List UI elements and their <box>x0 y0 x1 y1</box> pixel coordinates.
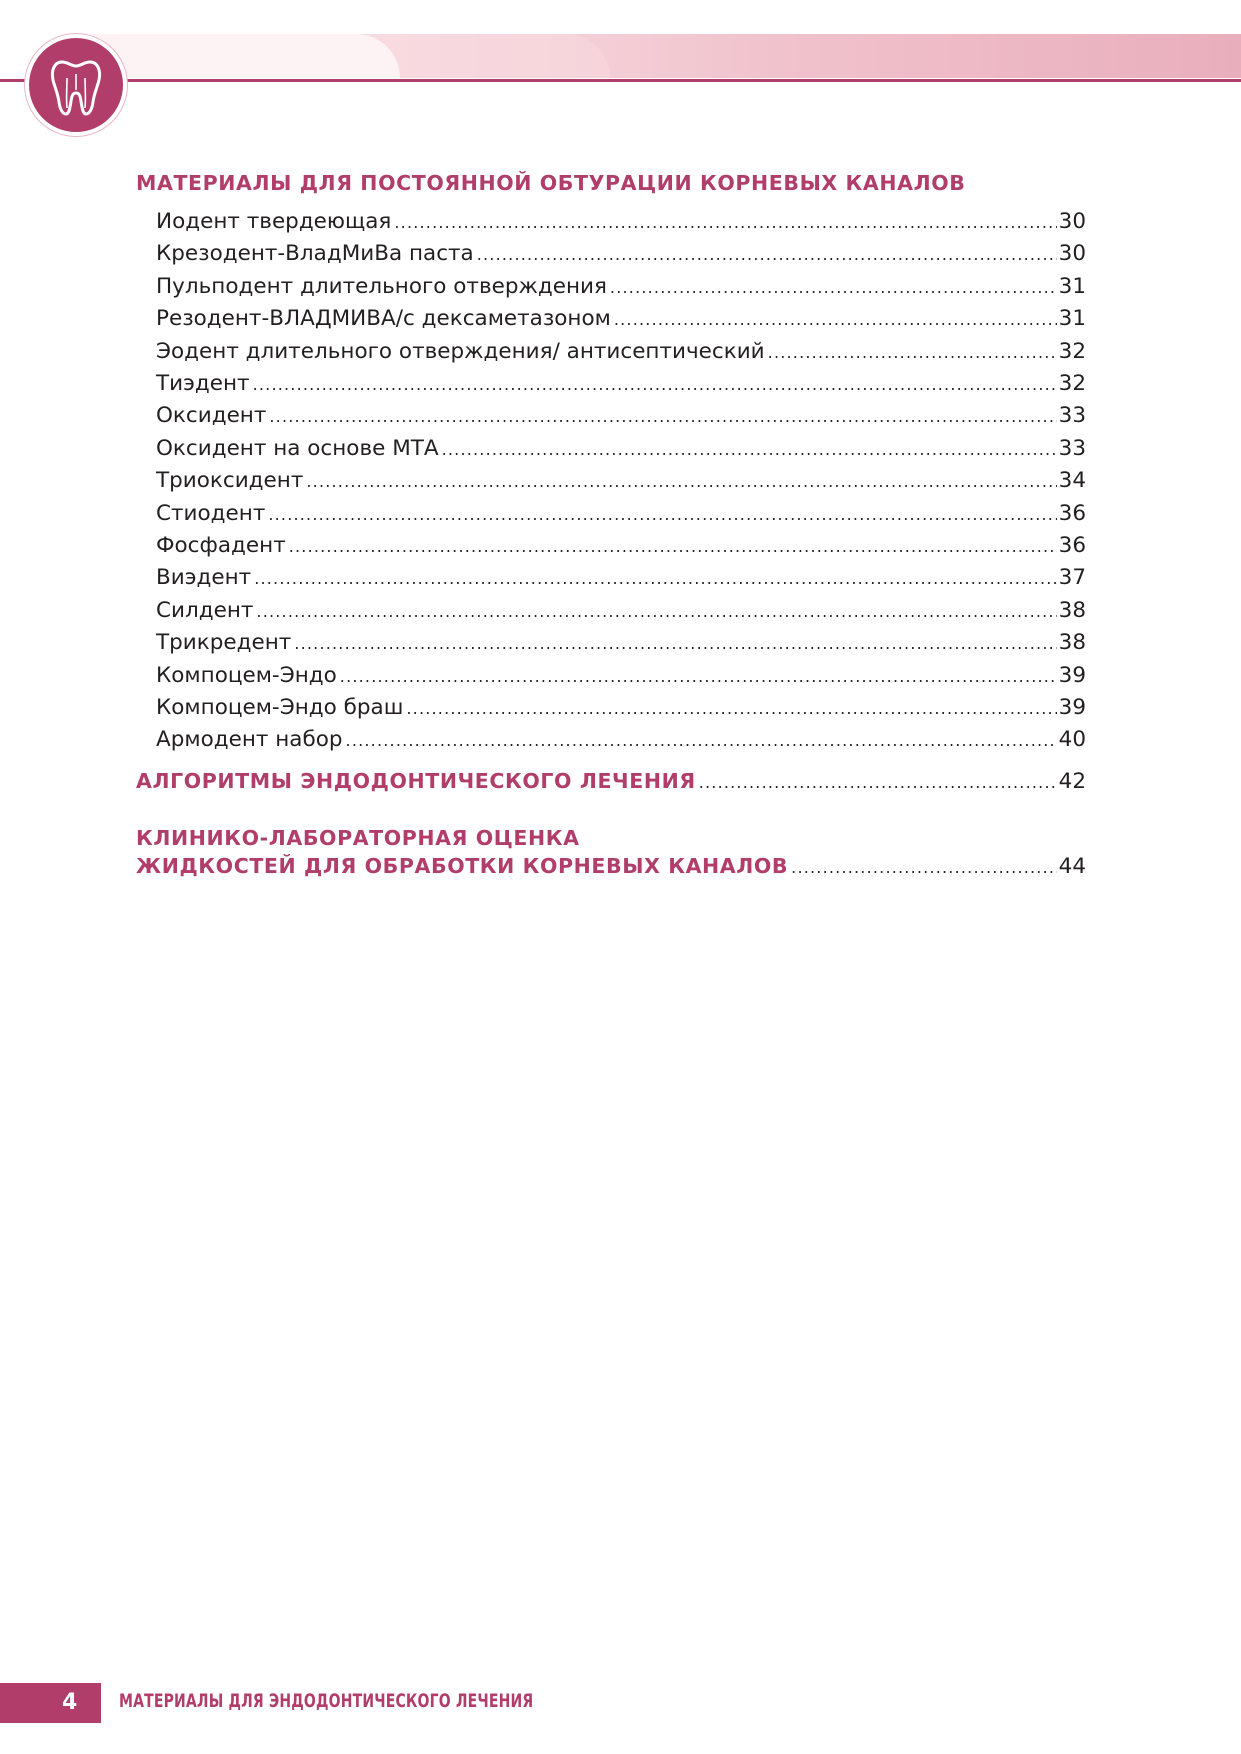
footer-page-number: 4 <box>62 1690 78 1715</box>
toc-label: Трикредент <box>156 630 292 656</box>
toc-row[interactable] <box>156 501 1086 531</box>
toc-page-number: 34 <box>1058 468 1086 494</box>
toc-page-number: 39 <box>1058 662 1086 688</box>
toc-leader-dots <box>610 278 1057 297</box>
toc-page-number: 42 <box>1058 769 1086 794</box>
toc-leader-dots <box>442 440 1057 459</box>
toc-label: Компоцем-Эндо <box>156 662 337 688</box>
toc-row[interactable] <box>156 630 1086 660</box>
toc-row[interactable] <box>156 565 1086 595</box>
toc-leader-dots <box>269 407 1056 426</box>
toc-leader-dots <box>406 699 1056 718</box>
toc-leader-dots <box>614 310 1057 329</box>
toc-page-number: 38 <box>1058 630 1086 656</box>
toc-label: Эодент длительного отверждения/ антисептический <box>156 338 765 364</box>
toc-page-number: 37 <box>1058 565 1086 591</box>
toc-page-number: 32 <box>1058 371 1086 396</box>
toc-page-number: 36 <box>1058 500 1086 526</box>
toc-label: Фосфадент <box>156 533 286 558</box>
toc-page-number: 31 <box>1058 306 1086 332</box>
toc-row[interactable] <box>156 241 1086 271</box>
toc-row[interactable] <box>156 371 1086 401</box>
toc-label: Компоцем-Эндо браш <box>156 695 404 720</box>
toc-label: Армодент набор <box>156 727 343 753</box>
footer-title: МАТЕРИАЛЫ ДЛЯ ЭНДОДОНТИЧЕСКОГО ЛЕЧЕНИЯ <box>119 1690 534 1712</box>
toc-row[interactable] <box>156 339 1086 369</box>
toc-leader-dots <box>289 537 1057 556</box>
tooth-icon <box>25 34 127 136</box>
section-title: МАТЕРИАЛЫ ДЛЯ ПОСТОЯННОЙ ОБТУРАЦИИ КОРНЕВЫХ КАНАЛОВ <box>136 171 966 195</box>
toc-label: Крезодент-ВладМиВа паста <box>156 241 474 267</box>
toc-row[interactable] <box>156 274 1086 304</box>
toc-label: Силдент <box>156 597 254 623</box>
toc-label: Тиэдент <box>156 371 250 396</box>
toc-row[interactable] <box>156 533 1086 563</box>
toc-row[interactable] <box>156 209 1086 239</box>
toc-label: Виэдент <box>156 565 252 591</box>
toc-page-number: 36 <box>1058 533 1086 558</box>
toc-label: Триоксидент <box>156 468 304 494</box>
toc-leader-dots <box>346 731 1057 750</box>
toc-leader-dots <box>768 343 1057 362</box>
toc-label: Иодент твердеющая <box>156 209 392 234</box>
toc-leader-dots <box>699 773 1057 792</box>
toc-leader-dots <box>268 505 1056 524</box>
toc-row[interactable] <box>156 468 1086 498</box>
toc-leader-dots <box>394 213 1056 232</box>
toc-page-number: 33 <box>1058 435 1086 461</box>
toc-page-number: 40 <box>1058 727 1086 753</box>
toc-page-number: 38 <box>1058 597 1086 623</box>
toc-row[interactable] <box>156 436 1086 466</box>
toc-page-number: 32 <box>1058 338 1086 364</box>
toc-row[interactable] <box>156 727 1086 757</box>
toc-row[interactable] <box>156 306 1086 336</box>
toc-row[interactable] <box>156 663 1086 693</box>
header-rule <box>0 79 1241 82</box>
toc-label: АЛГОРИТМЫ ЭНДОДОНТИЧЕСКОГО ЛЕЧЕНИЯ <box>136 769 696 793</box>
toc-row[interactable] <box>156 695 1086 725</box>
toc-label: ЖИДКОСТЕЙ ДЛЯ ОБРАБОТКИ КОРНЕВЫХ КАНАЛОВ <box>136 854 789 878</box>
toc-row[interactable] <box>156 598 1086 628</box>
toc-leader-dots <box>791 858 1056 877</box>
toc-page-number: 44 <box>1058 854 1086 879</box>
toc-row-clinical[interactable] <box>136 854 1086 884</box>
toc-leader-dots <box>294 634 1056 653</box>
toc-row-algorithms[interactable] <box>136 769 1086 799</box>
toc-label: Оксидент <box>156 403 267 429</box>
toc-leader-dots <box>254 569 1056 588</box>
header-band <box>90 34 1241 78</box>
toc-page-number: 30 <box>1058 241 1086 267</box>
toc-page-number: 39 <box>1058 695 1086 720</box>
toc-leader-dots <box>253 375 1057 394</box>
toc-page-number: 33 <box>1058 403 1086 429</box>
toc-row[interactable] <box>156 403 1086 433</box>
toc-page-number: 31 <box>1058 273 1086 299</box>
toc-leader-dots <box>256 602 1056 621</box>
toc-label-clinical-line1: КЛИНИКО-ЛАБОРАТОРНАЯ ОЦЕНКА <box>136 826 580 850</box>
toc-label: Оксидент на основе МТА <box>156 435 439 461</box>
toc-leader-dots <box>477 245 1057 264</box>
toc-leader-dots <box>340 667 1057 686</box>
toc-leader-dots <box>306 472 1056 491</box>
toc-label: Пульподент длительного отверждения <box>156 273 607 299</box>
toc-page-number: 30 <box>1058 209 1086 234</box>
toc-label: Резодент-ВЛАДМИВА/с дексаметазоном <box>156 306 611 332</box>
toc-label: Стиодент <box>156 500 266 526</box>
